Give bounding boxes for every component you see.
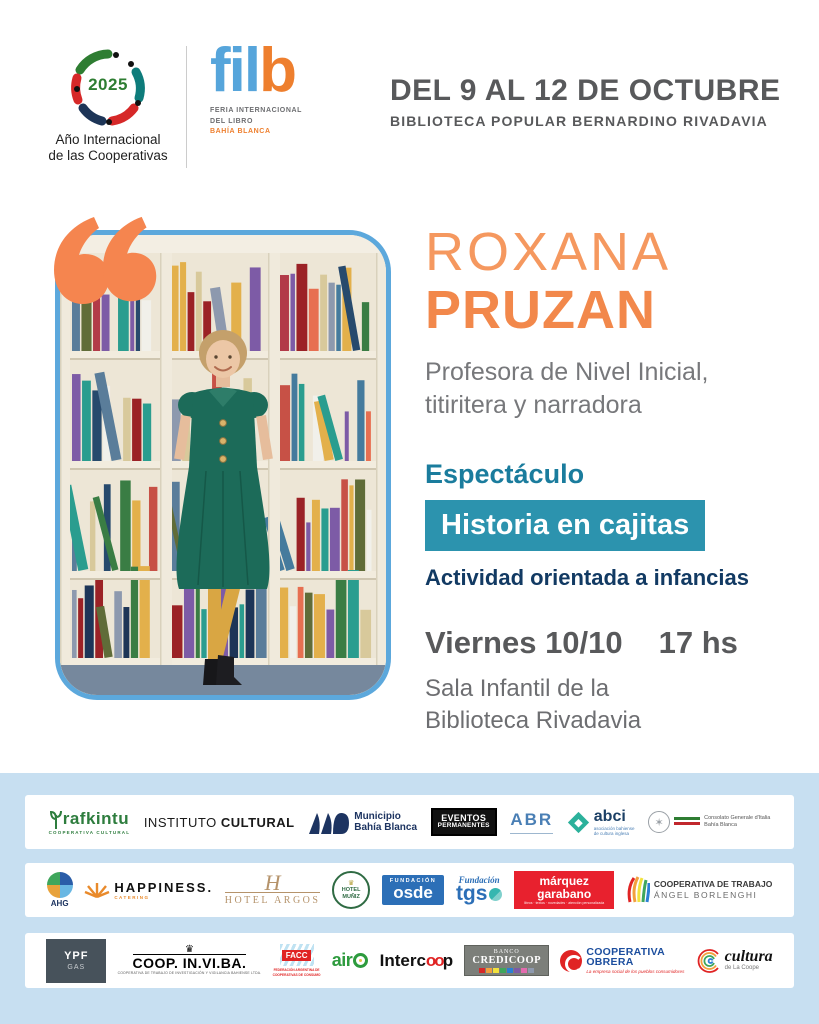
event-location (425, 673, 800, 738)
sponsor-strip-1 (25, 795, 794, 849)
sponsor-cultura-name: cultura (724, 948, 773, 966)
sponsor-cultura-sub: de La Coope (724, 964, 760, 971)
event-type-label: Espectáculo (425, 459, 585, 490)
sponsor-air (332, 950, 369, 971)
filb-wordmark (210, 36, 360, 105)
sponsor-band (0, 773, 819, 1024)
ahg-icon (47, 872, 73, 898)
sponsor-ahg-name: AHG (50, 899, 69, 908)
sponsor-cultura-coope (696, 948, 773, 974)
sponsor-abr (510, 810, 553, 834)
coop-2025-logo (44, 48, 172, 164)
sponsor-strip-2 (25, 863, 794, 917)
filb-sub-line3: BAHÍA BLANCA (210, 128, 271, 135)
sponsor-eventos-permanentes: EVENTOS PERMANENTES (431, 808, 497, 836)
sponsor-trafkintu (49, 809, 131, 835)
event-title: Historia en cajitas (425, 500, 705, 551)
sunburst-icon (84, 882, 110, 898)
sponsor-hotel-argos (224, 869, 321, 907)
event-info (425, 224, 800, 738)
sponsor-credicoop: BANCO CREDICOOP (464, 945, 549, 977)
sponsor-instituto-cultural (144, 815, 295, 830)
muniz-crown-icon: ♛ (347, 880, 355, 888)
sponsor-air-name: air (331, 950, 353, 970)
inviba-crown-icon: ♛ (184, 944, 194, 956)
filb-fil: fil (210, 36, 260, 105)
sponsor-strip-3 (25, 933, 794, 988)
header-divider (186, 46, 187, 168)
sponsor-osde (382, 875, 445, 905)
sponsor-osde-name: osde (393, 883, 433, 902)
sponsor-consolato (648, 811, 770, 833)
speaker-role-line1: Profesora de Nivel Inicial, (425, 358, 709, 387)
sponsor-osde-top: FUNDACIÓN (389, 878, 437, 884)
sponsor-inviba-name: COOP. IN.VI.BA. (132, 955, 247, 972)
filb-sub-line1: FERIA INTERNACIONAL (210, 107, 303, 114)
event-location-line2: Biblioteca Rivadavia (425, 707, 642, 735)
sponsor-municipio (308, 809, 417, 835)
sponsor-instituto-name: INSTITUTO CULTURAL (143, 814, 295, 830)
sponsor-ypf-name: YPF (64, 949, 89, 962)
filb-sub-line2: DEL LIBRO (210, 117, 253, 125)
sponsor-abci-name: abci (593, 807, 626, 825)
coop-year: 2025 (88, 75, 128, 94)
sponsor-abci (567, 808, 635, 837)
event-datetime (425, 625, 800, 661)
sponsor-happiness (84, 880, 213, 900)
sponsor-trafkintu-sub: COOPERATIVA CULTURAL (48, 830, 131, 835)
sponsor-hotel-muniz (332, 871, 370, 909)
sponsor-argos-name: HOTEL ARGOS (225, 892, 321, 906)
event-location-line1: Sala Infantil de la (425, 675, 610, 703)
sponsor-inviba (118, 946, 262, 975)
sponsor-consolato-text: Consolato Generale d'Italia Bahía Blanca (704, 814, 771, 828)
speaker-role-line2: titiritera y narradora (425, 390, 642, 419)
sponsor-facc (273, 944, 321, 976)
header-dates (390, 74, 780, 129)
coop-caption-line2: de las Cooperativas (48, 147, 168, 163)
abci-diamond-icon (568, 811, 589, 832)
sponsor-municipio-text: Municipio Bahía Blanca (354, 811, 418, 833)
sponsor-ypf-sub: GAS (67, 963, 86, 971)
italy-emblem-icon: ✶ (648, 811, 670, 833)
sponsor-borlenghi-text: COOPERATIVA DE TRABAJO ÁNGEL BORLENGHI (653, 878, 773, 900)
sponsor-ypf-gas (46, 939, 106, 983)
speaker-role (425, 356, 800, 421)
sponsor-borlenghi (626, 874, 772, 906)
sponsor-intercoop: Intercoop (379, 950, 454, 970)
sponsor-happiness-name: HAPPINESS. (114, 880, 214, 895)
filb-logo (210, 36, 360, 138)
event-time: 17 hs (658, 625, 738, 661)
sponsor-abci-sub: asociación bahiense de cultura inglesa (593, 825, 635, 836)
sponsor-facc-sub: FEDERACIÓN ARGENTINA DE COOPERATIVAS DE CONSUMO (272, 968, 321, 977)
event-audience: Actividad orientada a infancias (425, 565, 749, 591)
credicoop-color-strip (479, 968, 534, 973)
mbb-icon (308, 809, 350, 835)
sponsor-trafkintu-name: rafkintu (62, 809, 130, 828)
filb-subtitle (210, 106, 360, 138)
event-date: Viernes 10/10 (425, 625, 623, 661)
red-dash (674, 822, 700, 825)
sponsor-tgs (456, 876, 503, 904)
green-dash (674, 817, 700, 820)
balloon-icon (626, 874, 650, 906)
cultura-c-icon (696, 948, 722, 974)
quote-icon (42, 213, 162, 309)
sponsor-cooperativa-obrera: COOPERATIVA OBRERA La empresa social de los pueblos consumidores (560, 947, 684, 975)
event-venue: BIBLIOTECA POPULAR BERNARDINO RIVADAVIA (390, 113, 768, 129)
event-dates: DEL 9 AL 12 DE OCTUBRE (390, 74, 781, 107)
argos-monogram: H (264, 869, 281, 895)
coop-ring-icon (68, 48, 148, 128)
obrera-icon (560, 950, 582, 972)
coop-caption-line1: Año Internacional (55, 132, 161, 147)
speaker-last-name: PRUZAN (425, 279, 656, 340)
intercoop-rings: oo (425, 950, 443, 970)
air-coop-emblem-icon (353, 953, 368, 968)
speaker-first-name: ROXANA (425, 222, 672, 282)
obrera-tagline: La empresa social de los pueblos consumidores (586, 968, 685, 974)
sponsor-tgs-name: tgs (455, 882, 488, 906)
sponsor-marquez-garabano: márquez garabano libros · textos · novedades · atención personalizada (514, 871, 614, 909)
filb-b: b (259, 36, 295, 105)
coop-caption (44, 132, 172, 164)
sponsor-muniz-text: HOTEL MUÑIZ (341, 887, 361, 900)
sponsor-tgs-top: Fundación (458, 875, 500, 886)
sponsor-inviba-sub: COOPERATIVA DE TRABAJO DE INVESTIGACIÓN Y VIGILANCIA BAHIENSE LTDA. (117, 970, 262, 975)
sponsor-ahg (47, 872, 73, 908)
tgs-globe-icon (489, 888, 502, 901)
sponsor-happiness-sub: CATERING (114, 895, 150, 900)
sprout-icon (50, 811, 62, 829)
sponsor-facc-name: FACC (282, 950, 312, 961)
sponsor-abr-name: ABR (510, 810, 554, 829)
